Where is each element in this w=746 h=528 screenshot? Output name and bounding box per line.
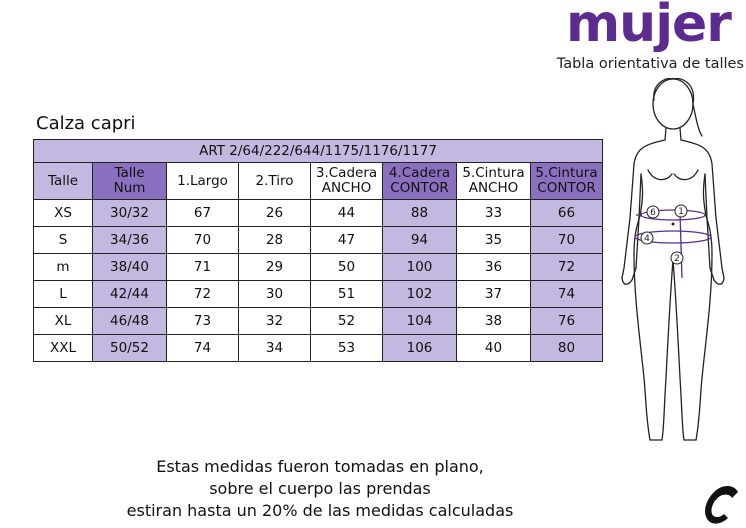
marker-1: 1 — [678, 207, 684, 217]
cell-cintura-ancho: 38 — [457, 308, 531, 335]
cell-cadera-contor: 102 — [383, 281, 457, 308]
cell-talle-num: 46/48 — [93, 308, 167, 335]
cell-cadera-contor: 100 — [383, 254, 457, 281]
cell-cintura-contor: 76 — [531, 308, 603, 335]
cell-cadera-ancho: 53 — [311, 335, 383, 362]
cell-talle-num: 30/32 — [93, 200, 167, 227]
cell-tiro: 34 — [239, 335, 311, 362]
cell-tiro: 30 — [239, 281, 311, 308]
note-line-2: sobre el cuerpo las prendas — [209, 479, 431, 498]
cell-cadera-contor: 94 — [383, 227, 457, 254]
cell-talle: m — [34, 254, 93, 281]
cell-cintura-ancho: 40 — [457, 335, 531, 362]
table-row — [34, 254, 603, 281]
cell-cintura-ancho: 37 — [457, 281, 531, 308]
col-header-cadera-contor: 4.Cadera CONTOR — [383, 163, 457, 200]
corner-logo-icon — [694, 478, 744, 528]
cell-talle-num: 50/52 — [93, 335, 167, 362]
cell-cintura-contor: 72 — [531, 254, 603, 281]
table-row — [34, 335, 603, 362]
cell-cintura-contor: 80 — [531, 335, 603, 362]
table-row — [34, 227, 603, 254]
cell-talle-num: 42/44 — [93, 281, 167, 308]
marker-6: 6 — [650, 208, 656, 218]
cell-tiro: 26 — [239, 200, 311, 227]
cell-talle: XXL — [34, 335, 93, 362]
cell-largo: 67 — [167, 200, 239, 227]
marker-4: 4 — [644, 234, 650, 244]
cell-talle-num: 38/40 — [93, 254, 167, 281]
cell-cintura-contor: 66 — [531, 200, 603, 227]
cell-largo: 73 — [167, 308, 239, 335]
cell-largo: 70 — [167, 227, 239, 254]
col-header-cintura-ancho: 5.Cintura ANCHO — [457, 163, 531, 200]
cell-cadera-contor: 106 — [383, 335, 457, 362]
body-measurement-figure — [616, 78, 730, 450]
cell-talle-num: 34/36 — [93, 227, 167, 254]
cell-cadera-ancho: 51 — [311, 281, 383, 308]
col-header-talle-num: Talle Num — [93, 163, 167, 200]
cell-cintura-contor: 74 — [531, 281, 603, 308]
size-table — [33, 139, 603, 362]
table-row — [34, 200, 603, 227]
size-chart-subtitle: Tabla orientativa de talles — [556, 56, 744, 72]
note-line-3: estiran hasta un 20% de las medidas calculadas — [126, 501, 514, 520]
note-line-1: Estas medidas fueron tomadas en plano, — [156, 457, 484, 476]
col-header-cadera-ancho: 3.Cadera ANCHO — [311, 163, 383, 200]
cell-cintura-ancho: 36 — [457, 254, 531, 281]
cell-cintura-ancho: 33 — [457, 200, 531, 227]
cell-cadera-contor: 88 — [383, 200, 457, 227]
cell-tiro: 32 — [239, 308, 311, 335]
cell-cintura-contor: 70 — [531, 227, 603, 254]
cell-talle: XL — [34, 308, 93, 335]
cell-cadera-contor: 104 — [383, 308, 457, 335]
cell-talle: L — [34, 281, 93, 308]
cell-talle: XS — [34, 200, 93, 227]
cell-largo: 74 — [167, 335, 239, 362]
marker-2: 2 — [674, 254, 680, 264]
col-header-cintura-contor: 5.Cintura CONTOR — [531, 163, 603, 200]
col-header-talle: Talle — [34, 163, 93, 200]
cell-talle: S — [34, 227, 93, 254]
cell-cadera-ancho: 47 — [311, 227, 383, 254]
article-code: ART 2/64/222/644/1175/1176/1177 — [34, 140, 603, 163]
col-header-largo: 1.Largo — [167, 163, 239, 200]
table-row — [34, 308, 603, 335]
cell-cintura-ancho: 35 — [457, 227, 531, 254]
brand-logo: mujer — [566, 0, 731, 54]
measurement-note — [60, 456, 580, 522]
table-row — [34, 281, 603, 308]
cell-tiro: 28 — [239, 227, 311, 254]
product-name: Calza capri — [36, 113, 136, 134]
cell-cadera-ancho: 50 — [311, 254, 383, 281]
cell-tiro: 29 — [239, 254, 311, 281]
cell-largo: 71 — [167, 254, 239, 281]
col-header-tiro: 2.Tiro — [239, 163, 311, 200]
cell-cadera-ancho: 52 — [311, 308, 383, 335]
cell-largo: 72 — [167, 281, 239, 308]
cell-cadera-ancho: 44 — [311, 200, 383, 227]
